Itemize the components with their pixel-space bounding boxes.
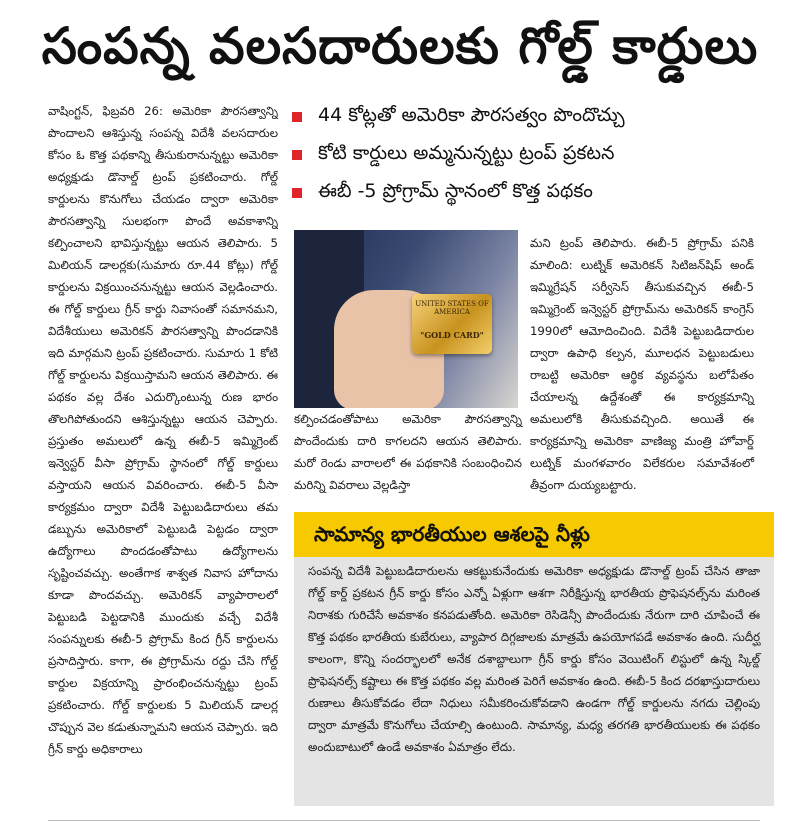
highlight-text: 44 కోట్లతో అమెరికా పౌరసత్వం పొందొచ్చు bbox=[318, 103, 625, 126]
gold-card-image bbox=[412, 294, 492, 354]
red-square-bullet-icon bbox=[292, 112, 302, 122]
highlight-item bbox=[292, 136, 792, 174]
gold-card-photo bbox=[294, 230, 518, 408]
sidebar-body-text: సంపన్న విదేశీ పెట్టుబడిదారులను ఆకట్టుకునేందుకు అమెరికా అధ్యక్షుడు డొనాల్డ్‌ ట్రంప్‌ చేసిన తాజా గోల్డ్‌ కార్డ్‌ ప్రకటన గ్రీన్‌ కార్డు కోసం ఎన్నో ఏళ్లుగా ఆశగా నిరీక్షిస్తున్న భారతీయ ప్రొఫెషనల్స్‌ను మరింత నిరాశకు గురిచేసే అవకాశం కనపడుతోంది. అమెరికా రెసిడెన్సీ పొందేందుకు నేరుగా దారి చూపించే ఈ కొత్త పథకం భారతీయ కుబేరులు, వ్యాపార దిగ్గజాలకు మాత్రమే ఉపయోగపడే అవకాశం ఉంది. సుదీర్ఘ కాలంగా, కొన్ని సందర్భాలలో అనేక దశాబ్దాలుగా గ్రీన్‌ కార్డు కోసం వెయిటింగ్‌ లిస్టులో ఉన్న స్కిల్డ్‌ ప్రొఫెషనల్స్‌ కష్టాలు ఈ కొత్త పథకం వల్ల మరింత పెరిగే అవకాశం ఉంది. ఈబీ-5 కింద దరఖాస్తుదారులు రుణాలు తీసుకోవడం లేదా నిధులు సమీకరించుకోవడాని ఉండగా గోల్డ్‌ కార్డులను నగదు చెల్లింపు ద్వారా మాత్రమే కొనుగోలు చేయాల్సి ఉంటుంది. సామాన్య, మధ్య తరగతి భారతీయులకు ఈ పథకం అందుబాటులో ఉండే అవకాశం ఏమాత్రం లేదు. bbox=[308, 564, 760, 754]
middle-column-text: కల్పించడంతోపాటు అమెరికా పౌరసత్వాన్ని పొందేందుకు దారి కాగలదని ఆయన తెలిపారు. మరో రెండు వారాలలో ఈ పథకానికి సంబంధించిన మరిన్ని వివరాలు వెల్లడిస్తా bbox=[294, 412, 522, 492]
gold-card-line1: UNITED STATES OF AMERICA bbox=[415, 300, 489, 316]
footer-divider bbox=[48, 820, 760, 821]
left-column-text: వాషింగ్టన్‌, ఫిబ్రవరి 26: అమెరికా పౌరసత్వాన్ని పొందాలని ఆశిస్తున్న సంపన్న విదేశీ వలసదారుల కోసం ఓ కొత్త పథకాన్ని తీసుకురానున్నట్టు అమెరికా అధ్యక్షుడు డొనాల్డ్‌ ట్రంప్‌ ప్రకటించారు. గోల్డ్‌ కార్డులను కొనుగోలు చేయడం ద్వారా అమెరికా పౌరసత్వాన్ని సులభంగా పొందే అవకాశాన్ని కల్పించాలని భావిస్తున్నట్టు ఆయన తెలిపారు. 5 మిలియన్‌ డాలర్లకు(సుమారు రూ.44 కోట్లు) గోల్డ్‌ కార్డులను విక్రయించనున్నట్టు ఆయన వెల్లడించారు. ఈ గోల్డ్‌ కార్డులు గ్రీన్‌ కార్డు నివాసంతో సమానమని, విదేశీయులు అమెరికన్‌ పౌరసత్వాన్ని పొందడానికి ఇది మార్గమని ట్రంప్‌ ప్రకటించారు. సుమారు 1 కోటి గోల్డ్‌ కార్డులను విక్రయిస్తామని ఆయన తెలిపారు. ఈ పథకం వల్ల దేశం ఎదుర్కొంటున్న రుణ భారం తొలగిపోతుందని ఆశిస్తున్నట్టు ఆయన చెప్పారు. ప్రస్తుతం అమలులో ఉన్న ఈబీ-5 ఇమ్మిగ్రెంట్‌ ఇన్వెస్టర్‌ వీసా ప్రోగ్రామ్‌ స్థానంలో గోల్డ్‌ కార్డులు వస్తాయని ఆయన వివరించారు. ఈబీ-5 వీసా కార్యక్రమం ద్వారా విదేశీ పెట్టుబడిదారులు తమ డబ్బును అమెరికాలో పెట్టుబడి పెట్టడం ద్వారా ఉద్యోగాలు పొందడంతోపాటు ఉద్యోగాలను సృష్టించవచ్చు. అంతేగాక శాశ్వత నివాస హోదాను కూడా పొందవచ్చు. అమెరికన్‌ వ్యాపారాలలో పెట్టుబడి పెట్టడానికి ముందుకు వచ్చే విదేశీ సంపన్నులకు ఈబీ-5 ప్రోగ్రామ్‌ కింద గ్రీన్‌ కార్డులను ప్రసాదిస్తారు. కాగా, ఈ ప్రోగ్రామ్‌ను రద్దు చేసి గోల్డ్‌ కార్డుల విక్రయాన్ని ప్రారంభించనున్నట్టు ట్రంప్‌ ప్రకటించారు. గోల్డ్‌ కార్డులకు 5 మిలియన్‌ డాలర్ల చొప్పున వెల కడుతున్నామని ఆయన చెప్పారు. ఇది గ్రీన్‌ కార్డు అధికారాలు bbox=[48, 104, 278, 756]
sidebar-box bbox=[294, 512, 774, 806]
page-headline: సంపన్న వలసదారులకు గోల్డ్‌ కార్డులు bbox=[41, 17, 759, 75]
highlight-item bbox=[292, 98, 792, 136]
right-column-text: మని ట్రంప్‌ తెలిపారు. ఈబీ-5 ప్రోగ్రామ్‌ పనికి మాలింది: లుట్నిక్‌ అమెరికన్‌ సిటిజన్‌షిప్‌ అండ్‌ ఇమ్మిగ్రేషన్‌ సర్వీసెస్‌ తీసుకువచ్చిన ఈబీ-5 ఇమ్మిగ్రెంట్‌ ఇన్వెస్టర్‌ ప్రోగ్రామ్‌ను అమెరికన్‌ కాంగ్రెస్‌ 1990లో ఆమోదించింది. విదేశీ పెట్టుబడిదారుల ద్వారా ఉపాధి కల్పన, మూలధన పెట్టుబడులు రాబట్టి అమెరికా ఆర్థిక వ్యవస్థను బలోపేతం చేయాలన్న ఉద్దేశంతో ఈ కార్యక్రమాన్ని అమలులోకి తీసుకువచ్చింది. అయితే ఈ కార్యక్రమాన్ని అమెరికా వాణిజ్య మంత్రి హోవార్డ్‌ లుట్నిక్‌ మంగళవారం విలేకరుల సమావేశంలో తీవ్రంగా దుయ్యబట్టారు. bbox=[530, 236, 754, 492]
red-square-bullet-icon bbox=[292, 150, 302, 160]
gold-card-line2: "GOLD CARD" bbox=[420, 330, 484, 340]
red-square-bullet-icon bbox=[292, 188, 302, 198]
highlight-item bbox=[292, 174, 792, 212]
sidebar-banner-title: సామాన్య భారతీయుల ఆశలపై నీళ్లు bbox=[294, 512, 774, 557]
highlight-text: కోటి కార్డులు అమ్మనున్నట్టు ట్రంప్‌ ప్రకటన bbox=[318, 141, 615, 164]
highlights-list bbox=[292, 98, 792, 212]
highlight-text: ఈబీ -5 ప్రోగ్రామ్‌ స్థానంలో కొత్త పథకం bbox=[318, 179, 593, 202]
